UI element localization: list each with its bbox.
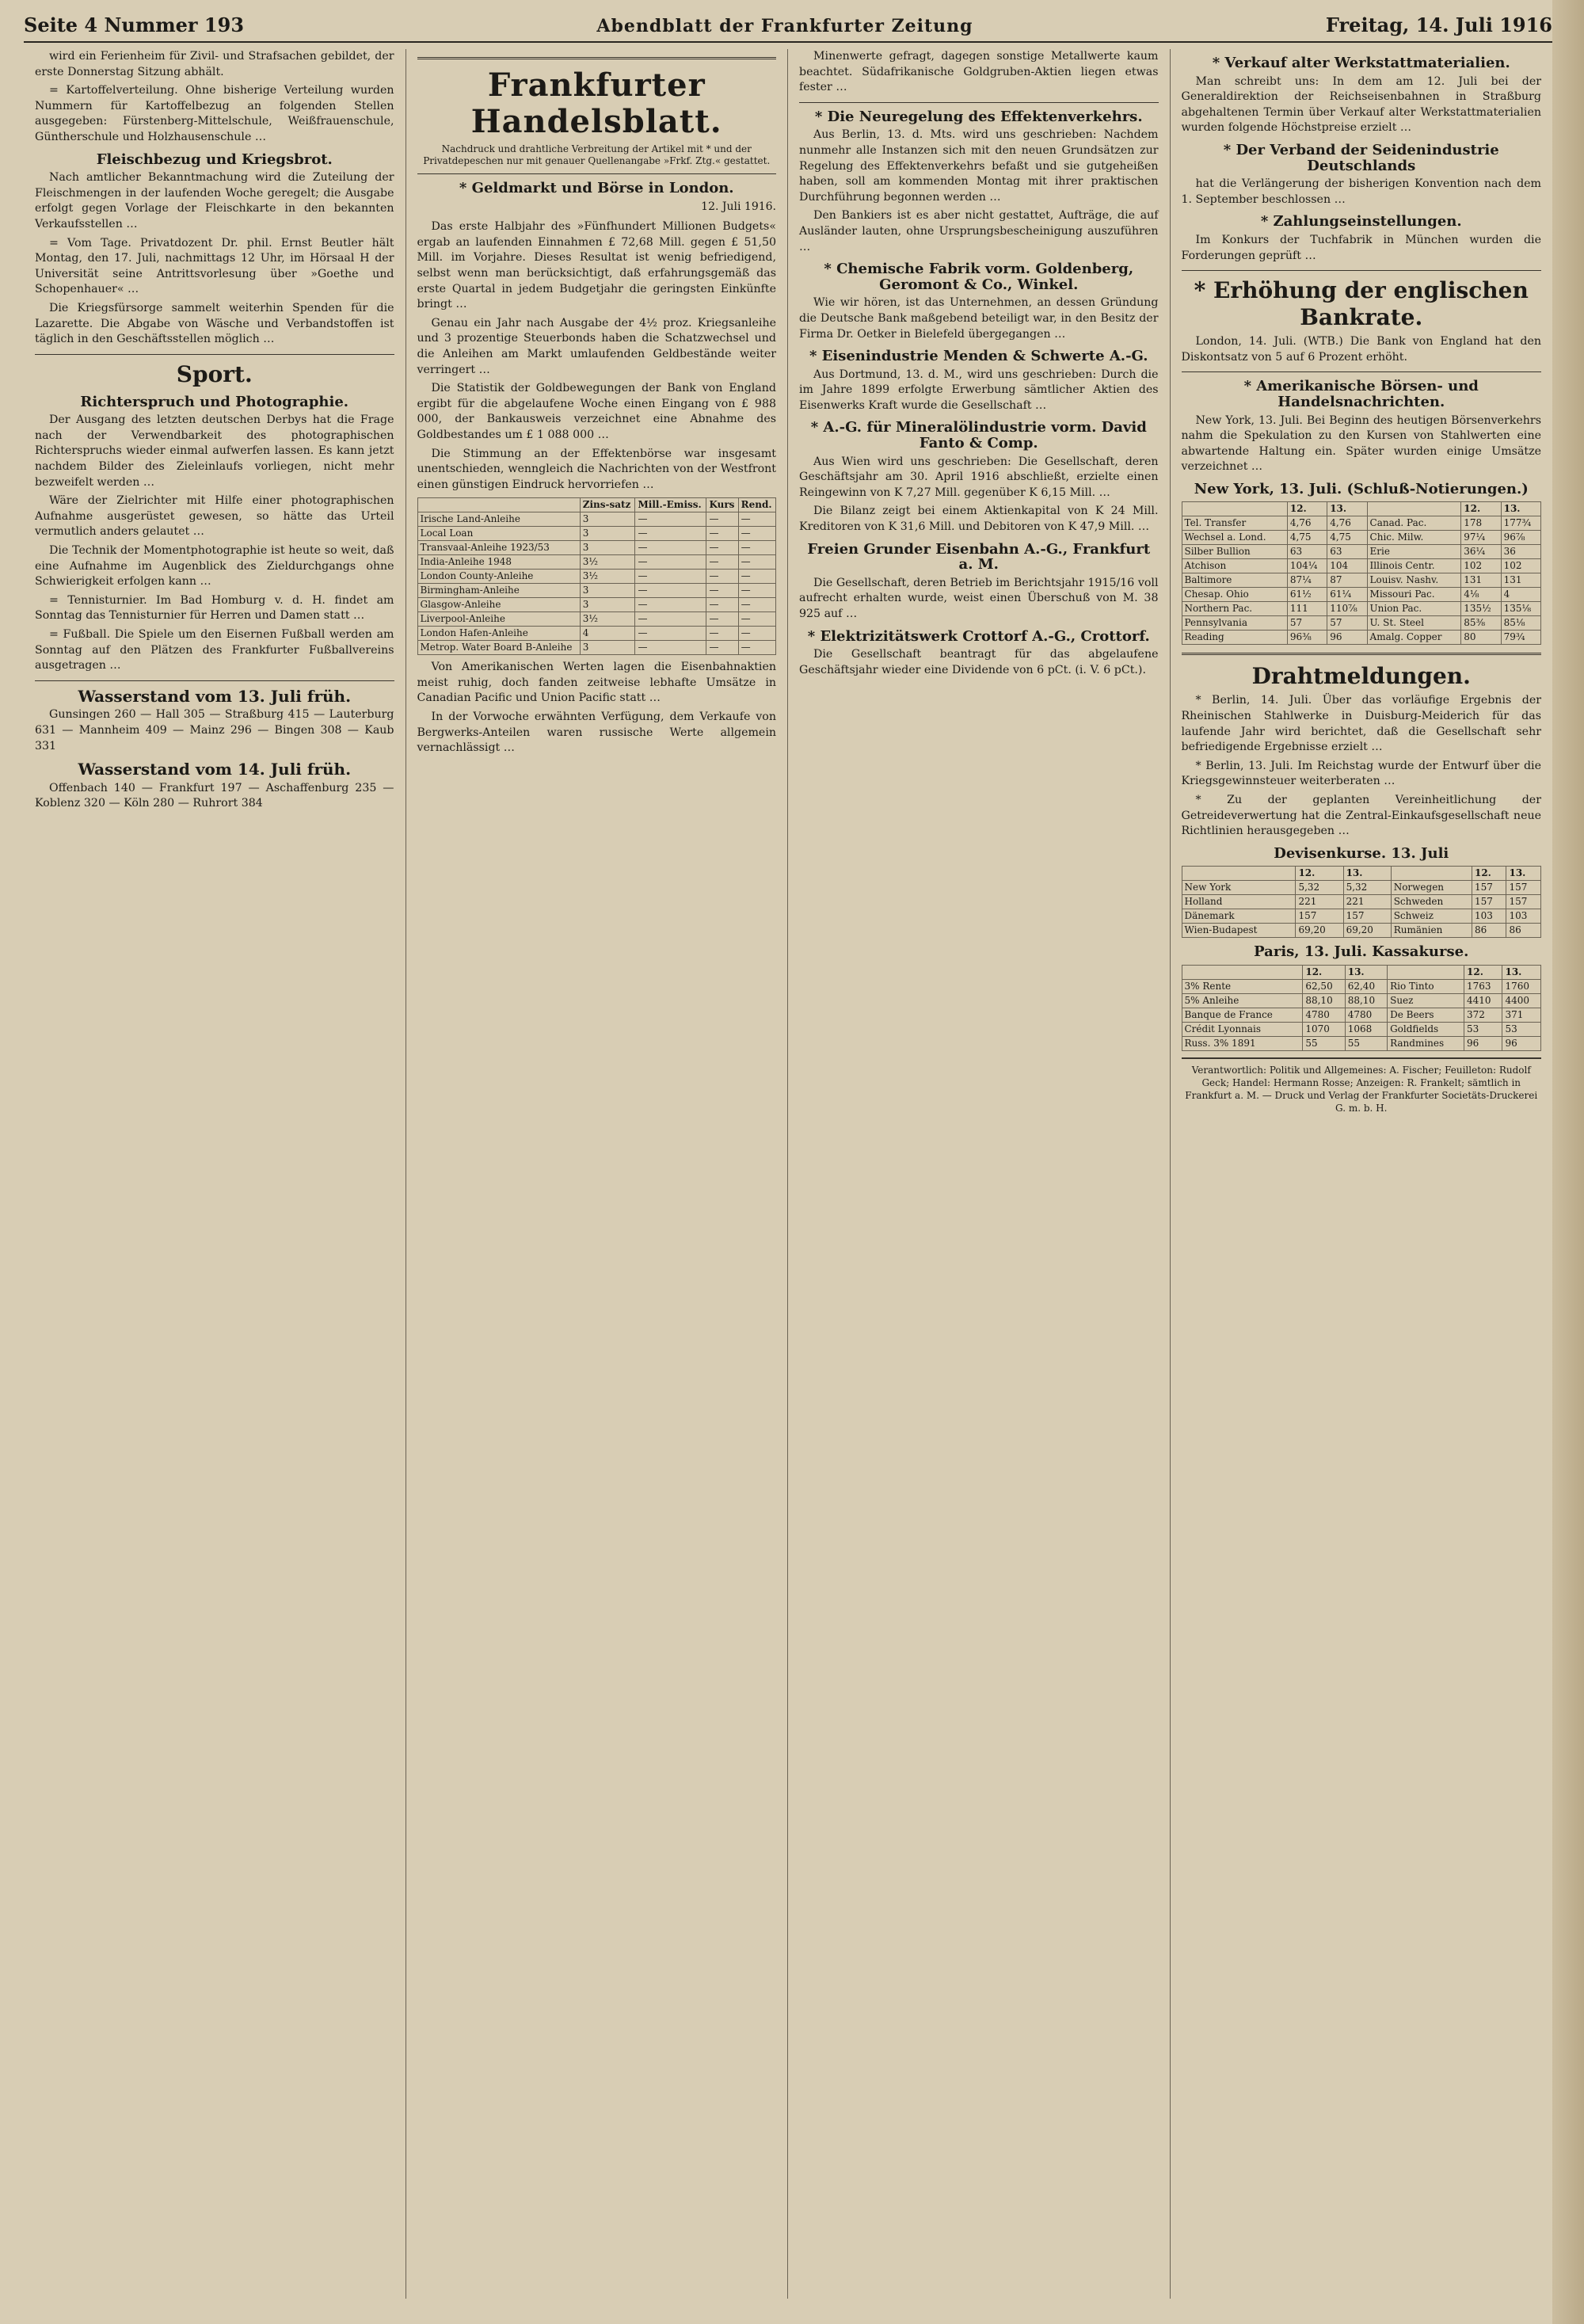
imprint: Verantwortlich: Politik und Allgemeines: A. Fischer; Feuilleton: Rudolf Geck; Handel: Hermann Rosse; Anzeigen: R. Frankelt; sämtlich in Frankfurt a. M. — Druck und Verlag der Frankfurter Societäts-Druckerei G. m. b. H. <box>1182 1057 1542 1114</box>
article-text: Aus Wien wird uns geschrieben: Die Gesellschaft, deren Geschäftsjahr am 30. April 1916 abschließt, erzielte einen Reingewinn von K 7,27 Mill. gegenüber K 6,15 Mill. … <box>799 455 1159 499</box>
table-cell: 4⅛ <box>1461 588 1501 602</box>
table-row <box>417 598 776 612</box>
article-text: London, 14. Juli. (WTB.) Die Bank von England hat den Diskontsatz von 5 auf 6 Prozent erhöht. <box>1181 335 1541 364</box>
table-cell: 102 <box>1501 559 1540 573</box>
table-cell: 3% Rente <box>1182 980 1303 994</box>
table-cell: Wien-Budapest <box>1182 924 1296 938</box>
table-cell: 57 <box>1287 616 1327 631</box>
table-row <box>1182 573 1541 588</box>
article-text: Aus Berlin, 13. d. Mts. wird uns geschrieben: Nachdem nunmehr alle Instanzen sich mit den neuen Grundsätzen zur Regelung des Effektenverkehrs befaßt und sie gutgeheißen haben, soll am kommenden Montag mit ihrer praktischen Durchführung begonnen werden … <box>799 128 1159 204</box>
table-cell: 4,75 <box>1287 531 1327 545</box>
table-cell: Irische Land-Anleihe <box>417 512 580 527</box>
divider <box>1182 371 1542 372</box>
table-cell: — <box>706 612 738 627</box>
table-cell: — <box>635 555 706 570</box>
water-level-heading: Wasserstand vom 13. Juli früh. <box>78 686 352 706</box>
table-header-cell: 13. <box>1343 867 1391 881</box>
table-cell: 86 <box>1506 924 1541 938</box>
header-center: Abendblatt der Frankfurter Zeitung <box>596 16 973 36</box>
table-row <box>417 541 776 555</box>
table-header-cell: 13. <box>1345 966 1387 980</box>
table-cell: 104 <box>1327 559 1367 573</box>
article-heading: * Verkauf alter Werkstattmaterialien. <box>1212 55 1510 71</box>
table-cell: De Beers <box>1388 1008 1464 1023</box>
table-cell: 5,32 <box>1296 881 1343 895</box>
table-cell: 104¼ <box>1287 559 1327 573</box>
table-cell: 36 <box>1501 545 1540 559</box>
table-cell: — <box>738 641 775 655</box>
table-cell: 5,32 <box>1343 881 1391 895</box>
table-cell: — <box>635 527 706 541</box>
table-cell: 102 <box>1461 559 1501 573</box>
table-header-cell <box>1367 502 1461 516</box>
article-text: New York, 13. Juli. Bei Beginn des heutigen Börsenverkehrs nahm die Spekulation zu den Kursen von Stahlwerten eine abwartende Haltung ein. Später wurden einige Umsätze verzeichnet … <box>1181 413 1541 474</box>
table-row <box>417 641 776 655</box>
table-cell: Reading <box>1182 631 1287 645</box>
article-heading: Freien Grunder Eisenbahn A.-G., Frankfurt a. M. <box>807 540 1151 573</box>
article-heading: * Geldmarkt und Börse in London. <box>459 180 734 196</box>
table-cell: 103 <box>1472 909 1506 924</box>
article-text: Der Ausgang des letzten deutschen Derbys hat die Frage nach der Verwendbarkeit des photographischen Richterspruchs wieder einmal aufwerfen lassen. Es kann jetzt nachdem Bilder des Zieleinlaufs vorliegen, nicht mehr bezweifelt werden … <box>35 413 394 489</box>
table-cell: 55 <box>1345 1037 1387 1051</box>
table-cell: Liverpool-Anleihe <box>417 612 580 627</box>
table-cell: 103 <box>1506 909 1541 924</box>
article-heading: Fleischbezug und Kriegsbrot. <box>96 150 333 168</box>
table-cell: 1760 <box>1502 980 1541 994</box>
table-header-cell: Mill.-Emiss. <box>635 498 706 512</box>
article-text: * Berlin, 14. Juli. Über das vorläufige Ergebnis der Rheinischen Stahlwerke in Duisburg-Meiderich für das laufende Jahr wird berichtet, daß die Gesellschaft sehr befriedigende Ergebnisse erzielt … <box>1181 694 1541 754</box>
table-row <box>1182 909 1541 924</box>
article-heading: * Amerikanische Börsen- und Handelsnachrichten. <box>1243 378 1479 410</box>
table-header-cell: 12. <box>1303 966 1345 980</box>
table-cell: 86 <box>1472 924 1506 938</box>
table-cell: — <box>738 598 775 612</box>
table-cell: 3 <box>580 527 635 541</box>
table-row <box>1182 516 1541 531</box>
table-cell: 221 <box>1296 895 1343 909</box>
table-cell: — <box>738 512 775 527</box>
running-header <box>24 5 1552 43</box>
article-text: Das erste Halbjahr des »Fünfhundert Millionen Budgets« ergab an laufenden Einnahmen £ 72,68 Mill. gegen £ 51,50 Mill. im Vorjahre. Dieses Resultat ist wenig befriedigend, selbst wenn man berücksichtigt, daß erfahrungsgemäß das erste Quartal in jedem Budgetjahr die geringsten Einkünfte bringt … <box>417 220 776 311</box>
article-text: Minenwerte gefragt, dagegen sonstige Metallwerte kaum beachtet. Südafrikanische Goldgruben-Aktien liegen etwas fester … <box>799 50 1159 94</box>
table-heading: Devisenkurse. 13. Juli <box>1274 844 1449 862</box>
article-text: In der Vorwoche erwähnten Verfügung, dem Verkaufe von Bergwerks-Anteilen waren russische Werte allgemein vernachlässigt … <box>417 711 776 755</box>
table-cell: 3 <box>580 641 635 655</box>
water-level-text: Gunsingen 260 — Hall 305 — Straßburg 415 — Lauterburg 631 — Mannheim 409 — Mainz 296 — Bingen 308 — Kaub 331 <box>35 708 394 752</box>
sport-heading: Sport. <box>176 360 253 387</box>
article-text: wird ein Ferienheim für Zivil- und Strafsachen gebildet, der erste Donnerstag Sitzung abhält. <box>35 50 394 78</box>
article-text: = Vom Tage. Privatdozent Dr. phil. Ernst Beutler hält Montag, den 17. Juli, nachmittags 12 Uhr, im Hörsaal H der Universität seine Antrittsvorlesung über »Goethe und Schopenhauer« … <box>35 236 394 296</box>
table-cell: Schweden <box>1391 895 1472 909</box>
table-cell: 177¾ <box>1501 516 1540 531</box>
table-cell: Randmines <box>1388 1037 1464 1051</box>
table-cell: — <box>706 627 738 641</box>
table-cell: Illinois Centr. <box>1367 559 1461 573</box>
table-cell: Erie <box>1367 545 1461 559</box>
table-cell: 221 <box>1343 895 1391 909</box>
table-header-cell <box>417 498 580 512</box>
table-cell: Chesap. Ohio <box>1182 588 1287 602</box>
table-cell: — <box>738 541 775 555</box>
table-row <box>1182 616 1541 631</box>
article-heading: * A.-G. für Mineralölindustrie vorm. David Fanto & Comp. <box>810 419 1147 452</box>
table-cell: 111 <box>1287 602 1327 616</box>
table-cell: 80 <box>1461 631 1501 645</box>
table-cell: 157 <box>1506 881 1541 895</box>
table-cell: Rio Tinto <box>1388 980 1464 994</box>
table-cell: 157 <box>1296 909 1343 924</box>
article-heading: Richterspruch und Photographie. <box>80 393 349 410</box>
table-header-cell <box>1182 966 1303 980</box>
table-cell: 3½ <box>580 555 635 570</box>
table-cell: India-Anleihe 1948 <box>417 555 580 570</box>
dateline: 12. Juli 1916. <box>701 200 776 213</box>
article-text: Die Kriegsfürsorge sammelt weiterhin Spenden für die Lazarette. Die Abgabe von Wäsche und Verbandstoffen ist täglich in den Geschäftsstellen möglich … <box>35 301 394 346</box>
table-cell: 3½ <box>580 570 635 584</box>
article-text: = Fußball. Die Spiele um den Eisernen Fußball werden am Sonntag auf den Plätzen des Frankfurter Fußballvereins ausgetragen … <box>35 628 394 672</box>
table-cell: — <box>635 627 706 641</box>
table-cell: 53 <box>1464 1023 1502 1037</box>
article-heading: * Zahlungseinstellungen. <box>1260 213 1462 230</box>
table-cell: Canad. Pac. <box>1367 516 1461 531</box>
table-cell: 62,40 <box>1345 980 1387 994</box>
table-row <box>1182 545 1541 559</box>
table-cell: — <box>706 512 738 527</box>
table-cell: Rumänien <box>1391 924 1472 938</box>
table-cell: Atchison <box>1182 559 1287 573</box>
table-heading: New York, 13. Juli. (Schluß-Notierungen.) <box>1194 480 1529 497</box>
table-cell: — <box>738 612 775 627</box>
table-cell: 135½ <box>1461 602 1501 616</box>
table-row <box>417 584 776 598</box>
table-cell: 87¼ <box>1287 573 1327 588</box>
article-text: Nach amtlicher Bekanntmachung wird die Zuteilung der Fleischmengen in der laufenden Woche geregelt; die Ausgabe erfolgt gegen Vorlage der Fleischkarte in den bekannten Verkaufsstellen … <box>35 171 394 230</box>
table-cell: 63 <box>1287 545 1327 559</box>
table-cell: Pennsylvania <box>1182 616 1287 631</box>
table-cell: — <box>738 527 775 541</box>
table-cell: 3 <box>580 512 635 527</box>
article-text: = Tennisturnier. Im Bad Homburg v. d. H. findet am Sonntag das Tennisturnier für Herren und Damen statt … <box>35 593 394 623</box>
column-1 <box>24 49 406 2299</box>
article-text: Die Gesellschaft, deren Betrieb im Berichtsjahr 1915/16 voll aufrecht erhalten wurde, weist einen Überschuß von M. 38 925 auf … <box>799 576 1159 620</box>
table-cell: Missouri Pac. <box>1367 588 1461 602</box>
table-cell: Crédit Lyonnais <box>1182 1023 1303 1037</box>
table-cell: 4400 <box>1502 994 1541 1008</box>
table-cell: — <box>738 627 775 641</box>
table-cell: 157 <box>1506 895 1541 909</box>
table-cell: — <box>635 641 706 655</box>
divider <box>35 680 394 681</box>
table-header-cell: 12. <box>1461 502 1501 516</box>
table-header-cell: 13. <box>1501 502 1540 516</box>
article-text: Man schreibt uns: In dem am 12. Juli bei der Generaldirektion der Reichseisenbahnen in Straßburg abgehaltenen Termin über Verkauf alter Werkstattmaterialien wurden folgende Höchstpreise erzielt … <box>1181 74 1541 135</box>
table-cell: — <box>635 512 706 527</box>
table-cell: Dänemark <box>1182 909 1296 924</box>
table-cell: 4 <box>1501 588 1540 602</box>
table-row <box>417 612 776 627</box>
table-cell: Metrop. Water Board B-Anleihe <box>417 641 580 655</box>
table-cell: 3½ <box>580 612 635 627</box>
table-cell: 4,75 <box>1327 531 1367 545</box>
article-text: Die Bilanz zeigt bei einem Aktienkapital von K 24 Mill. Kreditoren von K 31,6 Mill. und Debitoren von K 47,9 Mill. … <box>799 505 1159 534</box>
table-cell: 96⅞ <box>1501 531 1540 545</box>
table-header-cell <box>1391 867 1472 881</box>
table-cell: 61½ <box>1287 588 1327 602</box>
table-cell: Banque de France <box>1182 1008 1303 1023</box>
table-cell: Silber Bullion <box>1182 545 1287 559</box>
divider <box>417 57 777 59</box>
table-cell: Transvaal-Anleihe 1923/53 <box>417 541 580 555</box>
article-heading: * Der Verband der Seidenindustrie Deutschlands <box>1223 141 1499 174</box>
table-cell: 4780 <box>1303 1008 1345 1023</box>
handelsblatt-title: Frankfurter Handelsblatt. <box>470 67 722 140</box>
article-text: Den Bankiers ist es aber nicht gestattet, Aufträge, die auf Ausländer lauten, ohne Ursprungsbescheinigung auszuführen … <box>799 209 1159 253</box>
water-level-heading: Wasserstand vom 14. Juli früh. <box>78 760 352 779</box>
table-cell: — <box>706 527 738 541</box>
table-cell: 69,20 <box>1296 924 1343 938</box>
table-row <box>417 555 776 570</box>
table-cell: 3 <box>580 598 635 612</box>
table-header-cell <box>1182 502 1287 516</box>
table-header-cell: Rend. <box>738 498 775 512</box>
table-row <box>417 570 776 584</box>
table-cell: U. St. Steel <box>1367 616 1461 631</box>
table-cell: — <box>706 570 738 584</box>
article-text: Genau ein Jahr nach Ausgabe der 4½ proz. Kriegsanleihe und 3 prozentige Steuerbonds haben die Schatzwechsel und die Anleihen am Markt umlaufenden Geldbestände weiter verringert … <box>417 316 776 376</box>
table-cell: New York <box>1182 881 1296 895</box>
table-cell: 63 <box>1327 545 1367 559</box>
article-text: Wäre der Zielrichter mit Hilfe einer photographischen Aufnahme ausgerüstet gewesen, so hätte das Urteil vermutlich anders gelautet … <box>35 494 394 539</box>
table-cell: — <box>706 584 738 598</box>
devisen-table <box>1182 866 1542 938</box>
table-cell: 57 <box>1327 616 1367 631</box>
table-cell: Local Loan <box>417 527 580 541</box>
table-header-cell: 13. <box>1506 867 1541 881</box>
page-edge <box>1552 0 1584 2324</box>
table-header-cell <box>1182 867 1296 881</box>
table-cell: Glasgow-Anleihe <box>417 598 580 612</box>
divider <box>417 173 777 174</box>
table-cell: 1068 <box>1345 1023 1387 1037</box>
table-cell: 157 <box>1472 895 1506 909</box>
table-heading: Paris, 13. Juli. Kassakurse. <box>1254 943 1469 961</box>
table-header-cell: 12. <box>1287 502 1327 516</box>
table-cell: 3 <box>580 541 635 555</box>
paris-table <box>1182 965 1542 1051</box>
table-cell: — <box>706 598 738 612</box>
newyork-quotes-table <box>1182 501 1542 645</box>
article-text: * Berlin, 13. Juli. Im Reichstag wurde der Entwurf über die Kriegsgewinnsteuer weiterberaten … <box>1181 759 1541 788</box>
table-cell: Schweiz <box>1391 909 1472 924</box>
table-cell: Goldfields <box>1388 1023 1464 1037</box>
article-text: Die Statistik der Goldbewegungen der Bank von England ergibt für die abgelaufene Woche einen Eingang von £ 988 000, der Bankausweis verzeichnet eine Abnahme des Goldbestandes um £ 1 088 000 … <box>417 382 776 441</box>
table-cell: 96 <box>1502 1037 1541 1051</box>
article-text: Im Konkurs der Tuchfabrik in München wurden die Forderungen geprüft … <box>1181 233 1541 262</box>
table-cell: Norwegen <box>1391 881 1472 895</box>
table-cell: — <box>706 541 738 555</box>
article-text: hat die Verlängerung der bisherigen Konvention nach dem 1. September beschlossen … <box>1181 177 1541 206</box>
table-cell: 110⅞ <box>1327 602 1367 616</box>
article-text: Aus Dortmund, 13. d. M., wird uns geschrieben: Durch die im Jahre 1899 erfolgte Erwerbung sämtlicher Aktien des Eisenwerks Kraft wurde die Gesellschaft … <box>799 368 1159 412</box>
table-row <box>1182 531 1541 545</box>
table-cell: 1070 <box>1303 1023 1345 1037</box>
table-cell: — <box>706 641 738 655</box>
article-text: Von Amerikanischen Werten lagen die Eisenbahnaktien meist ruhig, doch fanden zeitweise lebhafte Umsätze in Canadian Pacific und Union Pacific statt … <box>417 661 776 705</box>
table-row <box>1182 980 1541 994</box>
table-cell: 96⅜ <box>1287 631 1327 645</box>
table-cell: 4780 <box>1345 1008 1387 1023</box>
reprint-note: Nachdruck und drahtliche Verbreitung der Artikel mit * und der Privatdepeschen nur mit genauer Quellenangabe »Frkf. Ztg.« gestattet. <box>423 143 771 166</box>
table-cell: Louisv. Nashv. <box>1367 573 1461 588</box>
table-cell: Tel. Transfer <box>1182 516 1287 531</box>
table-cell: — <box>635 584 706 598</box>
table-cell: Amalg. Copper <box>1367 631 1461 645</box>
table-row <box>1182 559 1541 573</box>
article-heading: * Chemische Fabrik vorm. Goldenberg, Geromont & Co., Winkel. <box>824 261 1134 293</box>
table-cell: — <box>635 541 706 555</box>
table-row <box>1182 602 1541 616</box>
article-text: * Zu der geplanten Vereinheitlichung der Getreideverwertung hat die Zentral-Einkaufsgesellschaft neue Richtlinien herausgegeben … <box>1181 794 1541 838</box>
table-cell: 135⅛ <box>1501 602 1540 616</box>
table-cell: Wechsel a. Lond. <box>1182 531 1287 545</box>
table-header-cell: 12. <box>1464 966 1502 980</box>
article-text: Die Stimmung an der Effektenbörse war insgesamt unentschieden, wenngleich die Nachrichten von der Westfront einen günstigen Eindruck hervorriefen … <box>417 447 776 491</box>
table-cell: Holland <box>1182 895 1296 909</box>
table-cell: 96 <box>1327 631 1367 645</box>
header-right: Freitag, 14. Juli 1916 <box>1325 13 1552 36</box>
table-cell: 4 <box>580 627 635 641</box>
table-cell: 131 <box>1461 573 1501 588</box>
table-cell: Baltimore <box>1182 573 1287 588</box>
table-row <box>1182 994 1541 1008</box>
table-cell: 4,76 <box>1287 516 1327 531</box>
table-cell: 97¼ <box>1461 531 1501 545</box>
table-cell: 88,10 <box>1303 994 1345 1008</box>
table-row <box>1182 881 1541 895</box>
article-heading: * Eisenindustrie Menden & Schwerte A.-G. <box>809 348 1148 365</box>
table-cell: 5% Anleihe <box>1182 994 1303 1008</box>
article-text: = Kartoffelverteilung. Ohne bisherige Verteilung wurden Nummern für Kartoffelbezug an folgenden Stellen ausgegeben: Fürstenberg-Mittelschule, Weißfrauenschule, Güntherschule und Holzhausenschule … <box>35 84 394 143</box>
table-cell: 85⅜ <box>1461 616 1501 631</box>
table-cell: 87 <box>1327 573 1367 588</box>
table-cell: Northern Pac. <box>1182 602 1287 616</box>
bankrate-heading: * Erhöhung der englischen Bankrate. <box>1194 277 1529 331</box>
header-left: Seite 4 Nummer 193 <box>24 13 245 36</box>
table-cell: Russ. 3% 1891 <box>1182 1037 1303 1051</box>
table-cell: — <box>706 555 738 570</box>
table-header-cell: Kurs <box>706 498 738 512</box>
table-row <box>1182 1037 1541 1051</box>
table-cell: Chic. Milw. <box>1367 531 1461 545</box>
table-cell: 55 <box>1303 1037 1345 1051</box>
table-cell: 53 <box>1502 1023 1541 1037</box>
column-2 <box>406 49 789 2299</box>
table-cell: 1763 <box>1464 980 1502 994</box>
table-cell: 61¼ <box>1327 588 1367 602</box>
table-cell: 62,50 <box>1303 980 1345 994</box>
bond-table <box>417 497 777 655</box>
table-cell: 79¾ <box>1501 631 1540 645</box>
table-header-cell: Zins-satz <box>580 498 635 512</box>
table-cell: 4,76 <box>1327 516 1367 531</box>
table-cell: London County-Anleihe <box>417 570 580 584</box>
table-cell: — <box>738 555 775 570</box>
table-cell: — <box>738 584 775 598</box>
table-cell: 131 <box>1501 573 1540 588</box>
table-cell: 85⅛ <box>1501 616 1540 631</box>
table-cell: 69,20 <box>1343 924 1391 938</box>
column-3 <box>788 49 1171 2299</box>
article-heading: * Elektrizitätswerk Crottorf A.-G., Crottorf. <box>807 627 1150 645</box>
table-header-cell: 13. <box>1502 966 1541 980</box>
article-text: Wie wir hören, ist das Unternehmen, an dessen Gründung die Deutsche Bank maßgebend beteiligt war, in den Besitz der Firma Dr. Oetker in Bielefeld übergegangen … <box>799 296 1159 341</box>
table-cell: 371 <box>1502 1008 1541 1023</box>
table-cell: 178 <box>1461 516 1501 531</box>
table-cell: 88,10 <box>1345 994 1387 1008</box>
table-cell: — <box>738 570 775 584</box>
table-cell: Suez <box>1388 994 1464 1008</box>
table-header-cell: 12. <box>1472 867 1506 881</box>
table-cell: — <box>635 598 706 612</box>
table-cell: Birmingham-Anleihe <box>417 584 580 598</box>
table-header-cell <box>1388 966 1464 980</box>
table-cell: 96 <box>1464 1037 1502 1051</box>
table-row <box>1182 1008 1541 1023</box>
table-row <box>1182 895 1541 909</box>
table-row <box>1182 631 1541 645</box>
article-text: Die Technik der Momentphotographie ist heute so weit, daß eine Aufnahme im Augenblick des Zieldurchgangs ohne Schwierigkeit erfolgen kann … <box>35 544 394 589</box>
column-4 <box>1171 49 1553 2299</box>
divider <box>1182 653 1542 655</box>
table-cell: 157 <box>1343 909 1391 924</box>
article-heading: * Die Neuregelung des Effektenverkehrs. <box>814 108 1143 125</box>
table-row <box>417 512 776 527</box>
table-header-cell: 13. <box>1327 502 1367 516</box>
table-row <box>417 527 776 541</box>
table-row <box>417 627 776 641</box>
table-cell: — <box>635 570 706 584</box>
divider <box>35 354 394 355</box>
table-cell: 4410 <box>1464 994 1502 1008</box>
drahtmeldungen-heading: Drahtmeldungen. <box>1251 663 1471 690</box>
divider <box>799 102 1159 103</box>
table-cell: 3 <box>580 584 635 598</box>
table-row <box>1182 1023 1541 1037</box>
table-row <box>1182 924 1541 938</box>
table-header-cell: 12. <box>1296 867 1343 881</box>
table-cell: London Hafen-Anleihe <box>417 627 580 641</box>
water-level-text: Offenbach 140 — Frankfurt 197 — Aschaffenburg 235 — Koblenz 320 — Köln 280 — Ruhrort 384 <box>35 781 394 810</box>
newspaper-columns <box>24 49 1552 2299</box>
table-cell: Union Pac. <box>1367 602 1461 616</box>
table-cell: 36¼ <box>1461 545 1501 559</box>
table-cell: — <box>635 612 706 627</box>
article-text: Die Gesellschaft beantragt für das abgelaufene Geschäftsjahr wieder eine Dividende von 6 pCt. (i. V. 6 pCt.). <box>799 648 1159 676</box>
table-row <box>1182 588 1541 602</box>
table-cell: 157 <box>1472 881 1506 895</box>
table-cell: 372 <box>1464 1008 1502 1023</box>
divider <box>1182 270 1542 271</box>
